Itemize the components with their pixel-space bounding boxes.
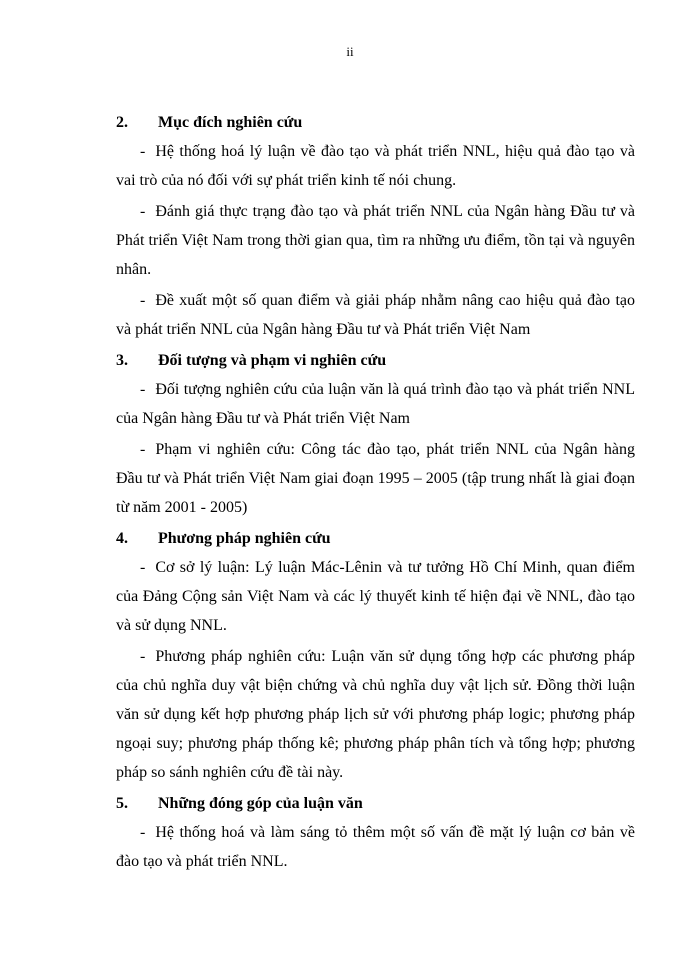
section-heading	[116, 789, 635, 818]
section-number: 2.	[116, 114, 128, 131]
section-title: Mục đích nghiên cứu	[158, 114, 303, 131]
section-number: 3.	[116, 352, 128, 369]
bullet-paragraph: - Đề xuất một số quan điểm và giải pháp nhằm nâng cao hiệu quả đào tạo và phát triển NNL của Ngân hàng Đầu tư và Phát triển Việt Nam	[116, 292, 635, 338]
paragraph-text: Phương pháp nghiên cứu: Luận văn sử dụng tổng hợp các phương pháp của chủ nghĩa duy vật biện chứng và chủ nghĩa duy vật lịch sử. Đồng thời luận văn sử dụng kết hợp phương pháp lịch sử với phương pháp logic; phương pháp ngoại suy; phương pháp thống kê; phương pháp phân tích và tổng hợp; phương pháp so sánh nghiên cứu đề tài này.	[116, 648, 635, 781]
bullet-paragraph: - Phương pháp nghiên cứu: Luận văn sử dụng tổng hợp các phương pháp của chủ nghĩa duy vật biện chứng và chủ nghĩa duy vật lịch sử. Đồng thời luận văn sử dụng kết hợp phương pháp lịch sử với phương pháp logic; phương pháp ngoại suy; phương pháp thống kê; phương pháp phân tích và tổng hợp; phương pháp so sánh nghiên cứu đề tài này.	[116, 648, 635, 781]
section-heading	[116, 524, 635, 553]
paragraph-text: Hệ thống hoá lý luận về đào tạo và phát triển NNL, hiệu quả đào tạo và vai trò của nó đối với sự phát triển kinh tế nói chung.	[116, 143, 635, 189]
bullet-paragraph: - Đối tượng nghiên cứu của luận văn là quá trình đào tạo và phát triển NNL của Ngân hàng Đầu tư và Phát triển Việt Nam	[116, 381, 635, 427]
paragraph-text: Đánh giá thực trạng đào tạo và phát triển NNL của Ngân hàng Đầu tư và Phát triển Việt Nam trong thời gian qua, tìm ra những ưu điểm, tồn tại và nguyên nhân.	[116, 203, 635, 278]
section-title: Những đóng góp của luận văn	[158, 795, 363, 812]
page-number: ii	[346, 44, 354, 59]
bullet-paragraph: - Hệ thống hoá lý luận về đào tạo và phát triển NNL, hiệu quả đào tạo và vai trò của nó đối với sự phát triển kinh tế nói chung.	[116, 143, 635, 189]
paragraph-text: Phạm vi nghiên cứu: Công tác đào tạo, phát triển NNL của Ngân hàng Đầu tư và Phát triển Việt Nam giai đoạn 1995 – 2005 (tập trung nhất là giai đoạn từ năm 2001 - 2005)	[116, 441, 635, 516]
bullet-paragraph: - Phạm vi nghiên cứu: Công tác đào tạo, phát triển NNL của Ngân hàng Đầu tư và Phát triển Việt Nam giai đoạn 1995 – 2005 (tập trung nhất là giai đoạn từ năm 2001 - 2005)	[116, 441, 635, 516]
document-body	[116, 108, 635, 878]
section-number: 5.	[116, 795, 128, 812]
paragraph-text: Cơ sở lý luận: Lý luận Mác-Lênin và tư tưởng Hồ Chí Minh, quan điểm của Đảng Cộng sản Việt Nam và các lý thuyết kinh tế hiện đại về NNL, đào tạo và sử dụng NNL.	[116, 559, 635, 634]
bullet-paragraph: - Đánh giá thực trạng đào tạo và phát triển NNL của Ngân hàng Đầu tư và Phát triển Việt Nam trong thời gian qua, tìm ra những ưu điểm, tồn tại và nguyên nhân.	[116, 203, 635, 278]
section-heading	[116, 346, 635, 375]
section-title: Đối tượng và phạm vi nghiên cứu	[158, 352, 387, 369]
section-title: Phương pháp nghiên cứu	[158, 530, 331, 547]
paragraph-text: Hệ thống hoá và làm sáng tỏ thêm một số vấn đề mặt lý luận cơ bản về đào tạo và phát triển NNL.	[116, 824, 635, 870]
paragraph-text: Đối tượng nghiên cứu của luận văn là quá trình đào tạo và phát triển NNL của Ngân hàng Đầu tư và Phát triển Việt Nam	[116, 381, 635, 427]
section-number: 4.	[116, 530, 128, 547]
bullet-paragraph: - Hệ thống hoá và làm sáng tỏ thêm một số vấn đề mặt lý luận cơ bản về đào tạo và phát triển NNL.	[116, 824, 635, 870]
bullet-paragraph: - Cơ sở lý luận: Lý luận Mác-Lênin và tư tưởng Hồ Chí Minh, quan điểm của Đảng Cộng sản Việt Nam và các lý thuyết kinh tế hiện đại về NNL, đào tạo và sử dụng NNL.	[116, 559, 635, 634]
section-heading	[116, 108, 635, 137]
paragraph-text: Đề xuất một số quan điểm và giải pháp nhằm nâng cao hiệu quả đào tạo và phát triển NNL của Ngân hàng Đầu tư và Phát triển Việt Nam	[116, 292, 635, 338]
